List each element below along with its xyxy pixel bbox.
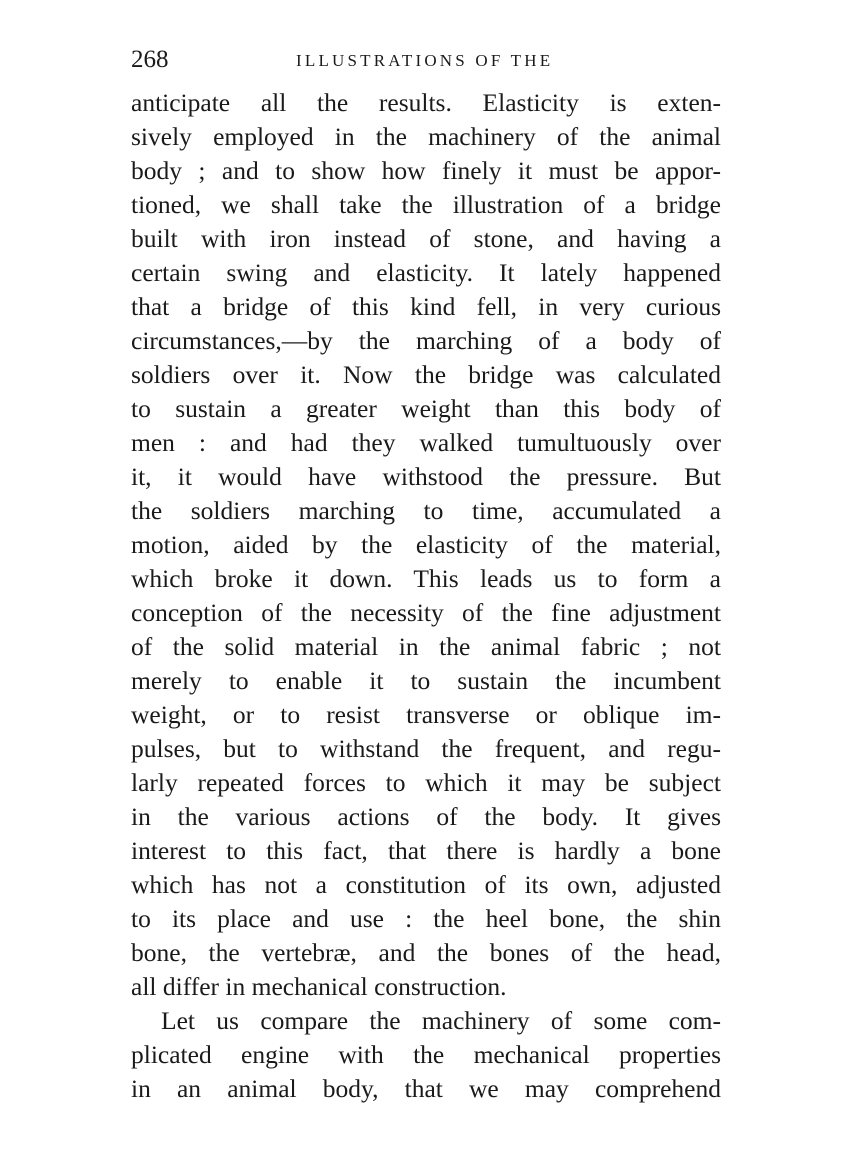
running-head: ILLUSTRATIONS OF THE: [296, 51, 554, 70]
text-line: which broke it down. This leads us to form a: [131, 564, 721, 593]
page-header: [131, 44, 721, 76]
text-line: certain swing and elasticity. It lately happened: [131, 258, 721, 287]
text-line: to its place and use : the heel bone, the shin: [131, 904, 721, 933]
text-line: merely to enable it to sustain the incumbent: [131, 666, 721, 695]
text-line: sively employed in the machinery of the animal: [131, 122, 721, 151]
text-line: Let us compare the machinery of some com-: [161, 1006, 721, 1035]
text-line: circumstances,—by the marching of a body of: [131, 326, 721, 355]
text-line: conception of the necessity of the fine adjustment: [131, 598, 721, 627]
text-line: tioned, we shall take the illustration of a bridge: [131, 190, 721, 219]
text-line: anticipate all the results. Elasticity is exten-: [131, 88, 721, 117]
text-line: that a bridge of this kind fell, in very curious: [131, 292, 721, 321]
text-line: soldiers over it. Now the bridge was calculated: [131, 360, 721, 389]
page-number: 268: [131, 46, 169, 73]
text-line: body ; and to show how finely it must be appor-: [131, 156, 721, 185]
text-line: which has not a constitution of its own, adjusted: [131, 870, 721, 899]
text-line: in the various actions of the body. It gives: [131, 802, 721, 831]
text-line: pulses, but to withstand the frequent, and regu-: [131, 734, 721, 763]
text-line: interest to this fact, that there is hardly a bone: [131, 836, 721, 865]
paragraph: [131, 1004, 721, 1106]
text-line: men : and had they walked tumultuously over: [131, 428, 721, 457]
text-line: in an animal body, that we may comprehend: [131, 1074, 721, 1103]
text-line: the soldiers marching to time, accumulated a: [131, 496, 721, 525]
text-line: of the solid material in the animal fabric ; not: [131, 632, 721, 661]
text-line: all differ in mechanical construction.: [131, 972, 507, 1001]
text-line: to sustain a greater weight than this body of: [131, 394, 721, 423]
text-line: motion, aided by the elasticity of the material,: [131, 530, 721, 559]
text-line: bone, the vertebræ, and the bones of the head,: [131, 938, 721, 967]
text-line: plicated engine with the mechanical properties: [131, 1040, 721, 1069]
text-line: larly repeated forces to which it may be subject: [131, 768, 721, 797]
paragraph: [131, 86, 721, 1004]
text-line: it, it would have withstood the pressure. But: [131, 462, 721, 491]
text-line: weight, or to resist transverse or oblique im-: [131, 700, 721, 729]
body-text: [131, 86, 721, 1106]
text-line: built with iron instead of stone, and having a: [131, 224, 721, 253]
